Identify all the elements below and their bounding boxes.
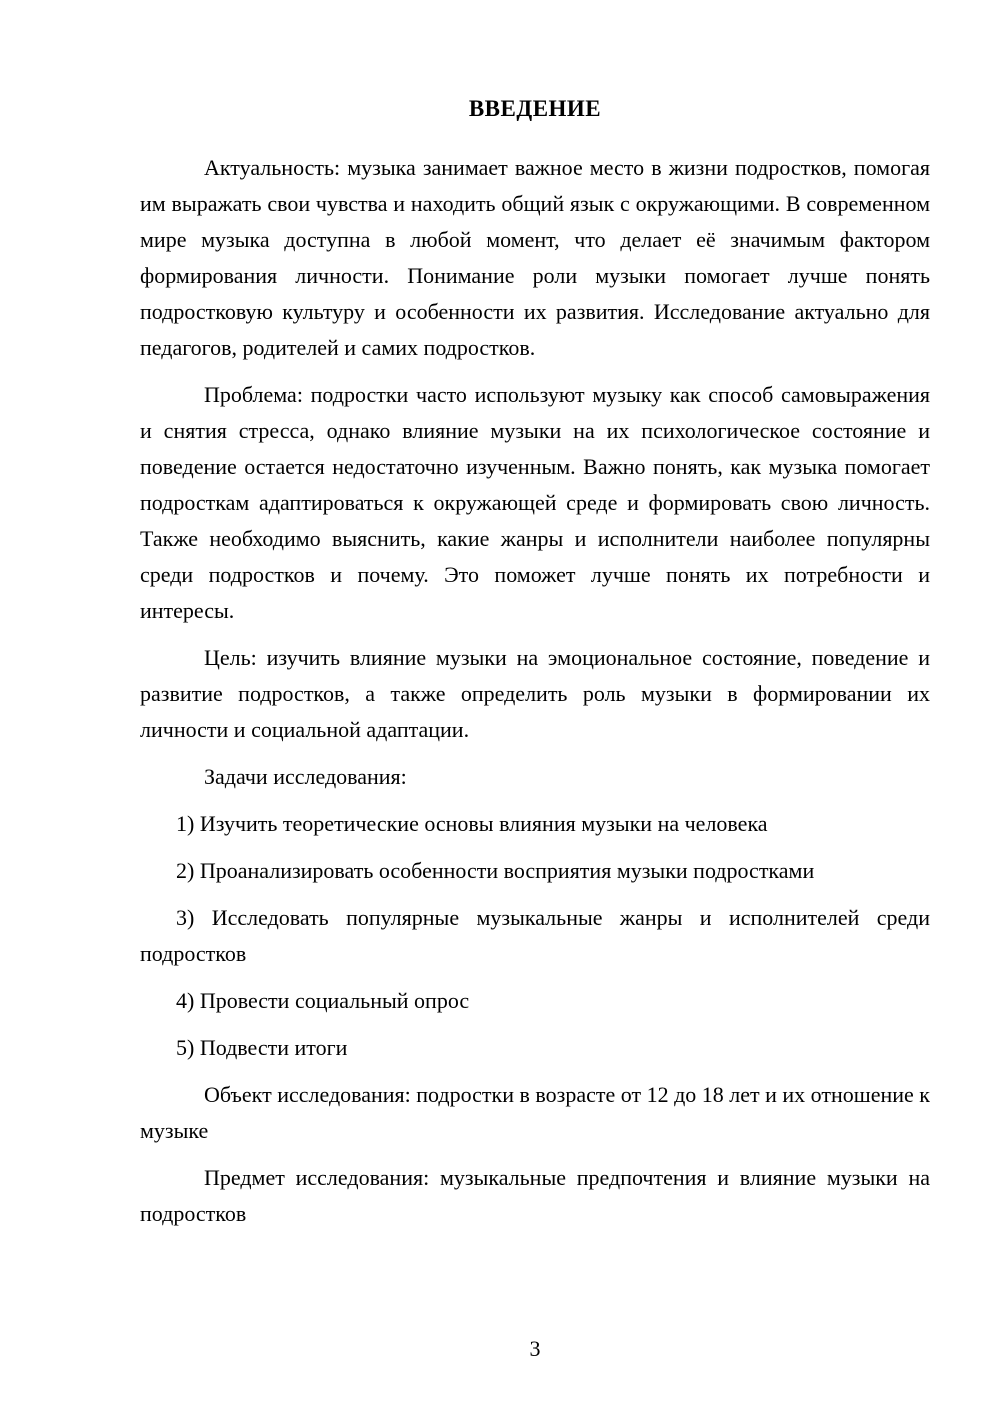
- paragraph-problem: Проблема: подростки часто используют музыку как способ самовыражения и снятия стресса, однако влияние музыки на их психологическое состояние и поведение остается недостаточно изученным. Важно понять, как музыка помогает подросткам адаптироваться к окружающей среде и формировать свою личность. Также необходимо выяснить, какие жанры и исполнители наиболее популярны среди подростков и почему. Это поможет лучше понять их потребности и интересы.: [140, 382, 930, 623]
- paragraph-relevance: Актуальность: музыка занимает важное место в жизни подростков, помогая им выражать свои чувства и находить общий язык с окружающими. В современном мире музыка доступна в любой момент, что делает её значимым фактором формирования личности. Понимание роли музыки помогает лучше понять подростковую культуру и особенности их развития. Исследование актуально для педагогов, родителей и самих подростков.: [140, 155, 930, 360]
- task-item-5: 5) Подвести итоги: [176, 1035, 348, 1060]
- task-item-2: 2) Проанализировать особенности восприятия музыки подростками: [176, 858, 815, 883]
- paragraph-research-subject: Предмет исследования: музыкальные предпочтения и влияние музыки на подростков: [140, 1165, 930, 1226]
- paragraph-tasks-heading: Задачи исследования:: [204, 764, 407, 789]
- page-title: ВВЕДЕНИЕ: [468, 96, 602, 121]
- task-item-4: 4) Провести социальный опрос: [176, 988, 470, 1013]
- page-number: 3: [529, 1336, 541, 1361]
- paragraph-goal: Цель: изучить влияние музыки на эмоциональное состояние, поведение и развитие подростков, а также определить роль музыки в формировании их личности и социальной адаптации.: [140, 645, 930, 742]
- task-item-3: 3) Исследовать популярные музыкальные жанры и исполнителей среди подростков: [140, 905, 930, 966]
- paragraph-research-object: Объект исследования: подростки в возрасте от 12 до 18 лет и их отношение к музыке: [140, 1082, 930, 1143]
- task-item-1: 1) Изучить теоретические основы влияния музыки на человека: [176, 811, 768, 836]
